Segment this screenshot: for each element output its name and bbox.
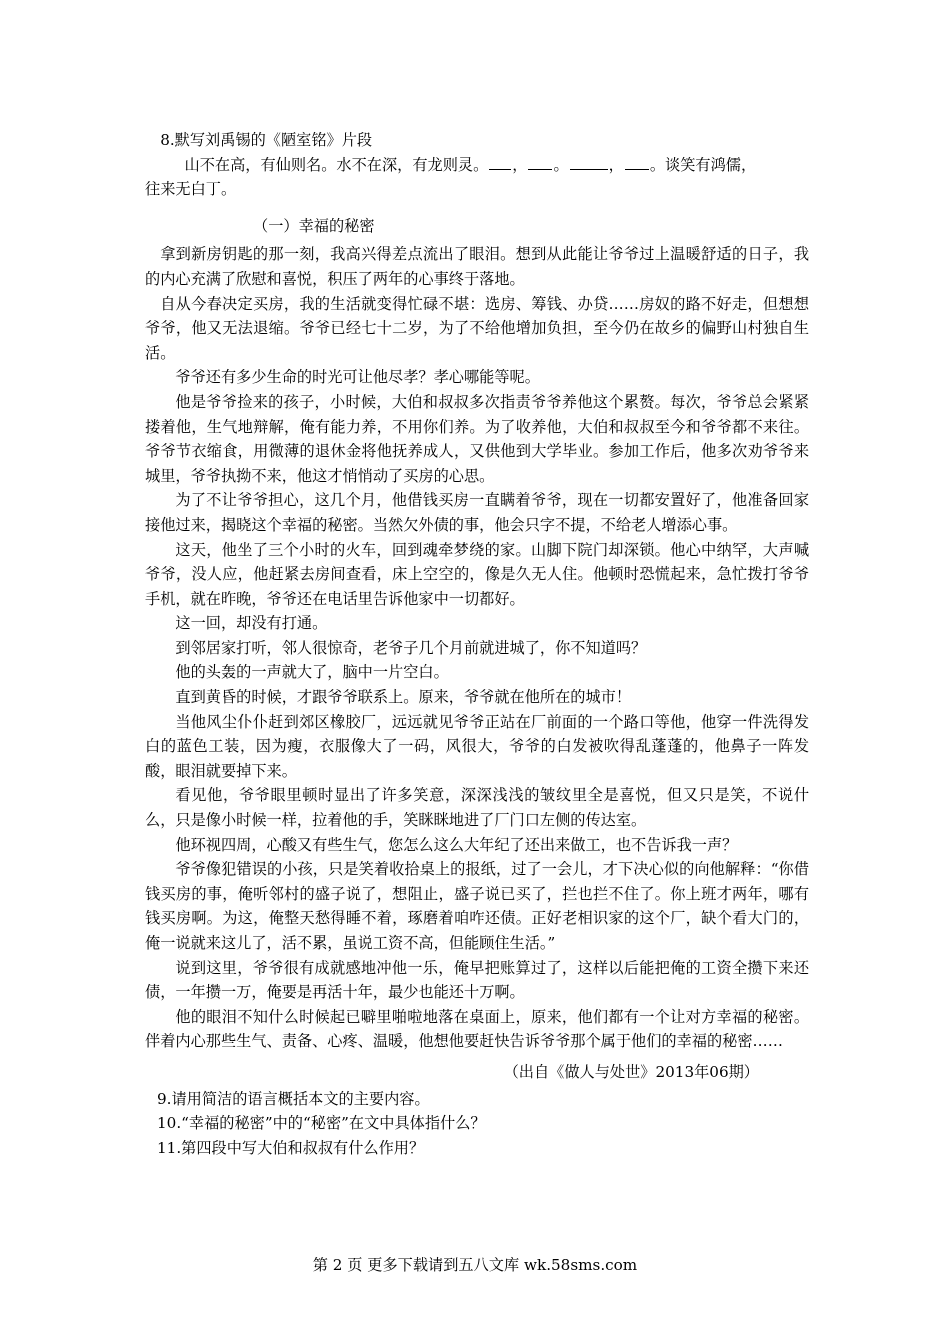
article-paragraph: 这一回，却没有打通。 [175,614,328,633]
article-paragraph: 他环视四周，心酸又有些生气，您怎么这么大年纪了还出来做工，也不告诉我一声？ [175,835,738,854]
article-paragraph: 爷爷像犯错误的小孩，只是笑着收拾桌上的报纸，过了一会儿，才下决心似的向他解释：“你借钱买房的事，俺听邻村的盛子说了，想阻止，盛子说已买了，拦也拦不住了。你上班才两年，哪有钱买房啊。为这，俺整天愁得睡不着，琢磨着咱咋还债。正好老相识家的这个厂，缺个看大门的，俺一说就来这儿了，活不累，虽说工资不高，但能顾住生活。” [145,860,809,952]
question-9: 9.请用简洁的语言概括本文的主要内容。 [157,1089,430,1108]
answer-blank-2[interactable] [528,155,552,170]
article-paragraph: 自从今春决定买房，我的生活就变得忙碌不堪：选房、筹钱、办贷……房奴的路不好走，但想想爷爷，他又无法退缩。爷爷已经七十二岁，为了不给他增加负担，至今仍在故乡的偏野山村独自生活。 [145,294,809,362]
question-8-title: 8.默写刘禹锡的《陋室铭》片段 [160,131,373,149]
question-8-poem [145,153,809,178]
article-paragraph: 拿到新房钥匙的那一刻，我高兴得差点流出了眼泪。想到从此能让爷爷过上温暖舒适的日子，我的内心充满了欣慰和喜悦，积压了两年的心事终于落地。 [145,245,809,288]
document-page [145,128,809,1160]
article-paragraph: 到邻居家打听，邻人很惊奇，老爷子几个月前就进城了，你不知道吗？ [175,638,647,657]
article-paragraph: 他的眼泪不知什么时候起已噼里啪啦地落在桌面上，原来，他们都有一个让对方幸福的秘密。伴着内心那些生气、责备、心疼、温暖，他想他要赶快告诉爷爷那个属于他们的幸福的秘密…… [145,1007,809,1051]
answer-blank-1[interactable] [489,155,511,170]
answer-blank-4[interactable] [625,155,649,170]
article-paragraph: 说到这里，爷爷很有成就感地冲他一乐，俺早把账算过了，这样以后能把俺的工资全攒下来还债，一年攒一万，俺要是再活十年，最少也能还十万啊。 [145,958,809,1002]
question-10: 10.“幸福的秘密”中的“秘密”在文中具体指什么？ [157,1114,486,1133]
question-8-poem-line2: 往来无白丁。 [145,180,237,199]
poem-text-b: 。谈笑有鸿儒， [649,155,757,174]
poem-sep-3: ， [608,155,624,174]
article-paragraph: 他的头轰的一声就大了，脑中一片空白。 [175,663,449,682]
article-title: （一）幸福的秘密 [253,216,375,235]
article-paragraph: 这天，他坐了三个小时的火车，回到魂牵梦绕的家。山脚下院门却深锁。他心中纳罕，大声喊爷爷，没人应，他赶紧去房间查看，床上空空的，像是久无人住。他顿时恐慌起来，急忙拨打爷爷手机，就在昨晚，爷爷还在电话里告诉他家中一切都好。 [145,540,809,608]
page-footer: 第 2 页 更多下载请到五八文库 wk.58sms.com [312,1256,638,1274]
article-paragraph: 当他风尘仆仆赶到郊区橡胶厂，远远就见爷爷正站在厂前面的一个路口等他，他穿一件洗得发白的蓝色工装，因为瘦，衣服像大了一码，风很大，爷爷的白发被吹得乱蓬蓬的，他鼻子一阵发酸，眼泪就要掉下来。 [145,712,809,780]
poem-sep-2: 。 [553,155,569,174]
poem-text-a: 山不在高，有仙则名。水不在深，有龙则灵。 [184,155,489,174]
article-source: （出自《做人与处世》2013年06期） [503,1062,759,1081]
article-paragraph: 直到黄昏的时候，才跟爷爷联系上。原来，爷爷就在他所在的城市！ [175,688,632,707]
question-11: 11.第四段中写大伯和叔叔有什么作用？ [157,1138,425,1157]
article-paragraph: 他是爷爷捡来的孩子，小时候，大伯和叔叔多次指责爷爷养他这个累赘。每次，爷爷总会紧紧搂着他，生气地辩解，俺有能力养，不用你们养。为了收养他，大伯和叔叔至今和爷爷都不来往。爷爷节衣缩食，用微薄的退休金将他抚养成人，又供他到大学毕业。参加工作后，他多次劝爷爷来城里，爷爷执拗不来，他这才悄悄动了买房的心思。 [145,392,809,485]
poem-sep-1: ， [512,155,528,174]
answer-blank-3[interactable] [570,155,608,170]
article-paragraph: 为了不让爷爷担心，这几个月，他借钱买房一直瞒着爷爷，现在一切都安置好了，他准备回家接他过来，揭晓这个幸福的秘密。当然欠外债的事，他会只字不提，不给老人增添心事。 [145,491,809,534]
article-paragraph: 爷爷还有多少生命的时光可让他尽孝？孝心哪能等呢。 [175,368,540,387]
article-paragraph: 看见他，爷爷眼里顿时显出了许多笑意，深深浅浅的皱纹里全是喜悦，但又只是笑，不说什么，只是像小时候一样，拉着他的手，笑眯眯地进了厂门口左侧的传达室。 [145,786,809,830]
